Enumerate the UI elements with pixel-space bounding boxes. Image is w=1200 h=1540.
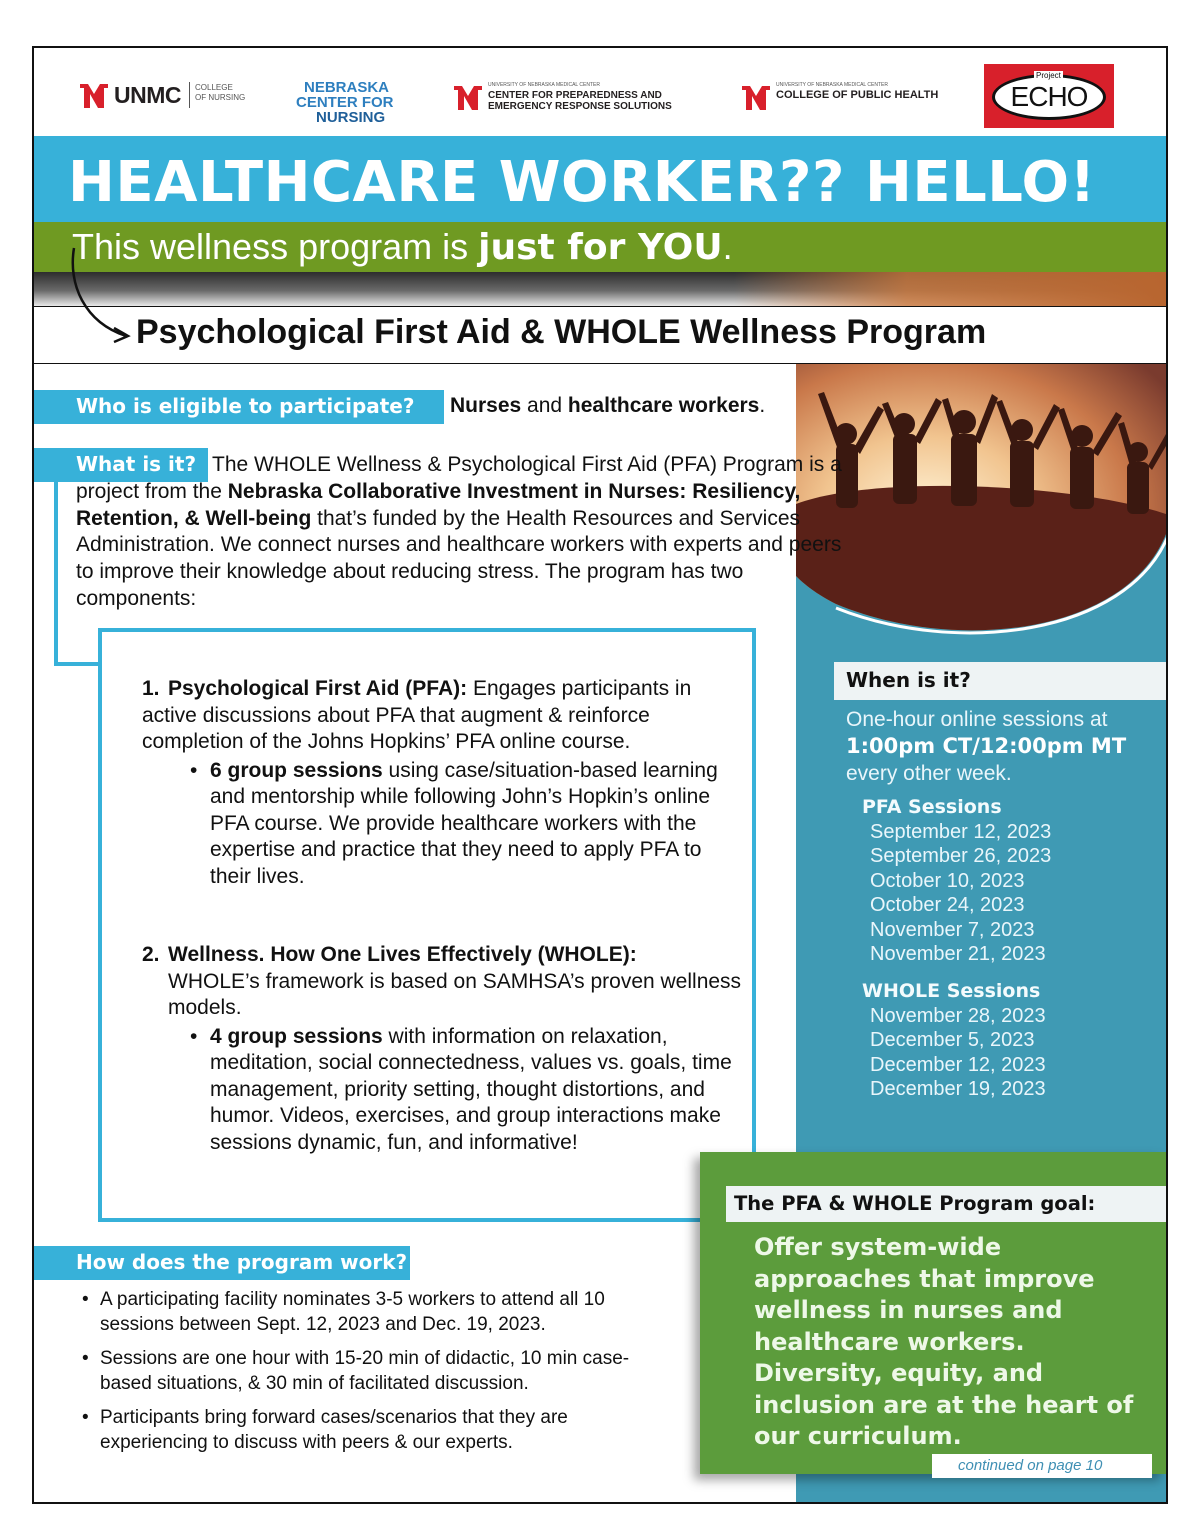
session-date: November 7, 2023 (870, 918, 1035, 941)
session-date: September 12, 2023 (870, 821, 1052, 843)
component-bullet: • 4 group sessions with information on relaxation, meditation, social connectedness, values vs. goals, time management, priority setting, thought distortions, and humor. Videos, exercises, and group interactions make sessions dynamic, fun, and informative! (190, 1024, 732, 1154)
how-it-works-tab: How does the program work? (34, 1246, 410, 1280)
session-date: November 21, 2023 (870, 943, 1046, 966)
connector-line (54, 662, 102, 666)
component-number: 1. (142, 677, 160, 700)
what-is-it-description: The WHOLE Wellness & Psychological First Aid (PFA) Program is a project from the Nebraska Collaborative Investment in Nurses: Resiliency, Retention, & Well-being that’s funded by the Health Resources and Services Administration. We connect nurses and healthcare workers with experts and peers to improve their knowledge about reducing stress. The program has two components: (76, 453, 842, 610)
people-silhouette-image (796, 364, 1166, 654)
logo-divider (189, 82, 190, 108)
tagline: This wellness program is just for YOU. (72, 226, 733, 268)
arrow-icon (64, 244, 134, 344)
component-number: 2. (142, 943, 160, 966)
ncn-line-2: CENTER FOR (296, 94, 394, 111)
cph-small-text: UNIVERSITY OF NEBRASKA MEDICAL CENTER (776, 82, 888, 88)
whole-sessions-title: WHOLE Sessions (862, 980, 1041, 1002)
echo-wordmark: ECHO (1010, 81, 1088, 112)
flyer-page (32, 46, 1168, 1504)
unmc-n-icon (78, 80, 110, 110)
ncn-line-3: NURSING (316, 109, 386, 126)
continued-note: continued on page 10 (932, 1454, 1152, 1478)
unmc-n-icon (452, 82, 484, 112)
session-date: November 28, 2023 (870, 1005, 1046, 1027)
session-date: December 12, 2023 (870, 1053, 1046, 1076)
nebraska-center-for-nursing-logo (296, 80, 416, 125)
goal-text: Offer system-wide approaches that improve wellness in nurses and healthcare workers. Diversity, equity, and inclusion are at the heart of our curriculum. (754, 1233, 1134, 1450)
college-of-public-health-logo (740, 82, 960, 114)
component-whole (142, 942, 742, 1156)
how-it-works-list (82, 1288, 662, 1465)
headline: HEALTHCARE WORKER?? HELLO! (68, 150, 1096, 215)
eligibility-tab: Who is eligible to participate? (34, 390, 444, 424)
eligibility-answer: Nurses and healthcare workers. (450, 394, 766, 417)
session-date: October 10, 2023 (870, 869, 1025, 892)
list-item: • Sessions are one hour with 15-20 min of didactic, 10 min case-based situations, & 30 min of facilitated discussion. (82, 1348, 630, 1394)
component-description: Engages participants in active discussions about PFA that augment & reinforce completion of the Johns Hopkins’ PFA online course. (142, 677, 692, 753)
connector-line (54, 482, 58, 666)
component-title: Wellness. How One Lives Effectively (WHOLE): (168, 943, 637, 966)
session-date: October 24, 2023 (870, 894, 1025, 917)
ncn-line-1: NEBRASKA (304, 79, 390, 96)
whole-dates-list (870, 1004, 1046, 1102)
pfa-sessions-title: PFA Sessions (862, 796, 1002, 818)
list-item: • Participants bring forward cases/scenarios that they are experiencing to discuss with peers & our experts. (82, 1407, 568, 1453)
session-date: December 5, 2023 (870, 1029, 1035, 1052)
component-bullet: • 6 group sessions using case/situation-based learning and mentorship while following John’s Hopkin’s online PFA course. We provide healthcare workers with the expertise and practice that they need to apply PFA to their lives. (190, 758, 718, 888)
component-pfa (142, 676, 722, 890)
project-echo-logo (984, 64, 1114, 128)
unmc-subtitle: COLLEGE OF NURSING (195, 83, 246, 102)
session-date: September 26, 2023 (870, 845, 1052, 868)
components-box (98, 628, 756, 1222)
goal-title: The PFA & WHOLE Program goal: (726, 1186, 1166, 1222)
list-item: • A participating facility nominates 3-5 workers to attend all 10 sessions between Sept. 12, 2023 and Dec. 19, 2023. (82, 1289, 605, 1335)
session-date: December 19, 2023 (870, 1078, 1046, 1101)
when-description: One-hour online sessions at 1:00pm CT/12:00pm MT every other week. (846, 708, 1127, 785)
logo-strip (34, 48, 1166, 136)
when-tab: When is it? (834, 662, 1166, 700)
pfa-dates-list (870, 820, 1051, 966)
echo-project-label: Project (1036, 71, 1061, 80)
what-is-it-tab: What is it? (34, 448, 208, 482)
program-title: Psychological First Aid & WHOLE Wellness Program (136, 313, 987, 351)
unmc-wordmark: UNMC (114, 82, 181, 108)
cpers-small-text: UNIVERSITY OF NEBRASKA MEDICAL CENTER (488, 82, 600, 88)
cpers-name: CENTER FOR PREPAREDNESS AND EMERGENCY RESPONSE SOLUTIONS (488, 90, 672, 112)
sunset-strip (34, 272, 1166, 306)
unmc-n-icon (740, 82, 772, 112)
component-description: WHOLE’s framework is based on SAMHSA’s proven wellness models. (168, 969, 742, 1019)
cph-name: COLLEGE OF PUBLIC HEALTH (776, 89, 939, 101)
component-title: Psychological First Aid (PFA): (168, 677, 468, 700)
center-for-preparedness-logo (452, 82, 702, 114)
